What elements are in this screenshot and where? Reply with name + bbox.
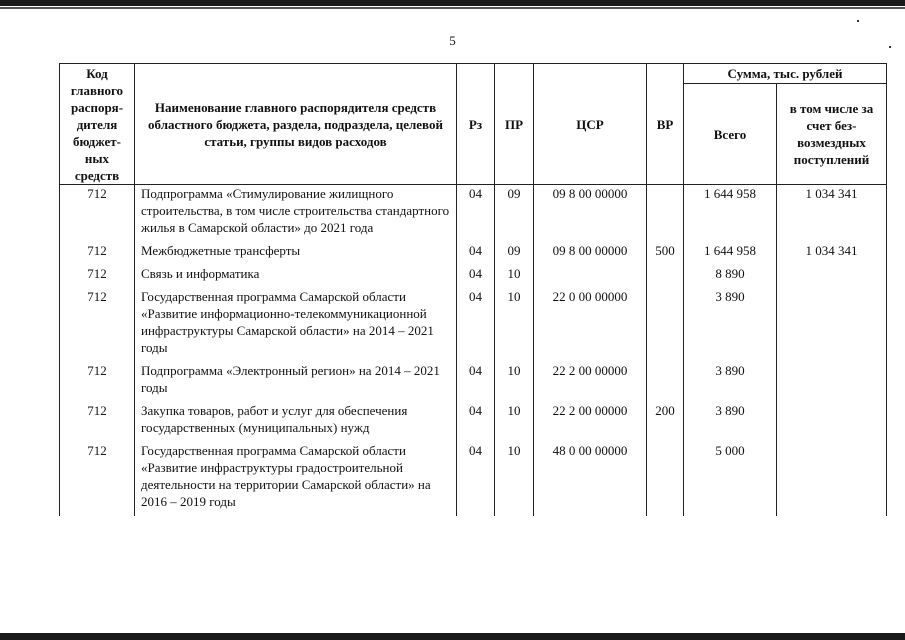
cell-vr: [647, 288, 684, 362]
cell-pr: 10: [495, 402, 534, 442]
cell-incl: 1 034 341: [777, 185, 887, 243]
top-scan-border: [0, 0, 905, 6]
table-row: [60, 442, 887, 516]
table-row: [60, 362, 887, 402]
cell-incl: [777, 288, 887, 362]
budget-table: [59, 63, 887, 516]
cell-rz: 04: [457, 185, 495, 243]
cell-csr: 22 2 00 00000: [534, 362, 647, 402]
cell-vr: 500: [647, 242, 684, 265]
header-sum: Сумма, тыс. рублей: [684, 64, 887, 84]
cell-incl: 1 034 341: [777, 242, 887, 265]
header-code: Код главного распоря-дителя бюджет-ных средств: [60, 64, 135, 185]
header-pr: ПР: [495, 64, 534, 185]
cell-pr: 10: [495, 362, 534, 402]
cell-total: 1 644 958: [684, 185, 777, 243]
cell-csr: 22 0 00 00000: [534, 288, 647, 362]
cell-csr: 48 0 00 00000: [534, 442, 647, 516]
cell-incl: [777, 362, 887, 402]
cell-csr: [534, 265, 647, 288]
table-row: [60, 242, 887, 265]
cell-rz: 04: [457, 402, 495, 442]
page-number: 5: [449, 33, 456, 48]
cell-csr: 09 8 00 00000: [534, 242, 647, 265]
cell-vr: [647, 185, 684, 243]
cell-total: 3 890: [684, 288, 777, 362]
cell-name: Межбюджетные трансферты: [135, 242, 457, 265]
table-row: [60, 265, 887, 288]
cell-vr: [647, 442, 684, 516]
cell-pr: 09: [495, 242, 534, 265]
header-csr: ЦСР: [534, 64, 647, 185]
scan-speck: [857, 20, 859, 22]
cell-name: Государственная программа Самарской области «Развитие инфраструктуры градостроительной деятельности на территории Самарской области» на 2016 – 2019 годы: [135, 442, 457, 516]
cell-name: Подпрограмма «Электронный регион» на 2014 – 2021 годы: [135, 362, 457, 402]
header-name: Наименование главного распорядителя средств областного бюджета, раздела, подраздела, целевой статьи, группы видов расходов: [135, 64, 457, 185]
cell-name: Государственная программа Самарской области «Развитие информационно-телекоммуникационной инфраструктуры Самарской области» на 2014 – 2021 годы: [135, 288, 457, 362]
cell-vr: [647, 362, 684, 402]
cell-incl: [777, 402, 887, 442]
cell-name: Подпрограмма «Стимулирование жилищного строительства, в том числе строительства стандартного жилья в Самарской области» до 2021 года: [135, 185, 457, 243]
cell-code: 712: [60, 185, 135, 243]
cell-incl: [777, 442, 887, 516]
cell-csr: 22 2 00 00000: [534, 402, 647, 442]
cell-pr: 10: [495, 288, 534, 362]
header-vr: ВР: [647, 64, 684, 185]
cell-rz: 04: [457, 242, 495, 265]
cell-vr: 200: [647, 402, 684, 442]
table-row: [60, 288, 887, 362]
cell-vr: [647, 265, 684, 288]
cell-name: Связь и информатика: [135, 265, 457, 288]
cell-code: 712: [60, 288, 135, 362]
cell-code: 712: [60, 265, 135, 288]
cell-rz: 04: [457, 442, 495, 516]
cell-code: 712: [60, 242, 135, 265]
cell-total: 3 890: [684, 362, 777, 402]
bottom-scan-border: [0, 633, 905, 640]
header-total: Всего: [684, 84, 777, 185]
cell-code: 712: [60, 402, 135, 442]
cell-name: Закупка товаров, работ и услуг для обеспечения государственных (муниципальных) нужд: [135, 402, 457, 442]
cell-code: 712: [60, 442, 135, 516]
cell-code: 712: [60, 362, 135, 402]
cell-total: 1 644 958: [684, 242, 777, 265]
cell-pr: 09: [495, 185, 534, 243]
cell-incl: [777, 265, 887, 288]
cell-rz: 04: [457, 265, 495, 288]
cell-pr: 10: [495, 442, 534, 516]
header-rz: Рз: [457, 64, 495, 185]
cell-rz: 04: [457, 288, 495, 362]
table-header: [60, 64, 887, 185]
top-scan-border-thin: [0, 7, 905, 9]
table-row: [60, 402, 887, 442]
cell-pr: 10: [495, 265, 534, 288]
cell-csr: 09 8 00 00000: [534, 185, 647, 243]
cell-total: 5 000: [684, 442, 777, 516]
cell-total: 3 890: [684, 402, 777, 442]
header-incl: в том числе за счет без-возмездных поступлений: [777, 84, 887, 185]
cell-rz: 04: [457, 362, 495, 402]
cell-total: 8 890: [684, 265, 777, 288]
table-row: [60, 185, 887, 243]
